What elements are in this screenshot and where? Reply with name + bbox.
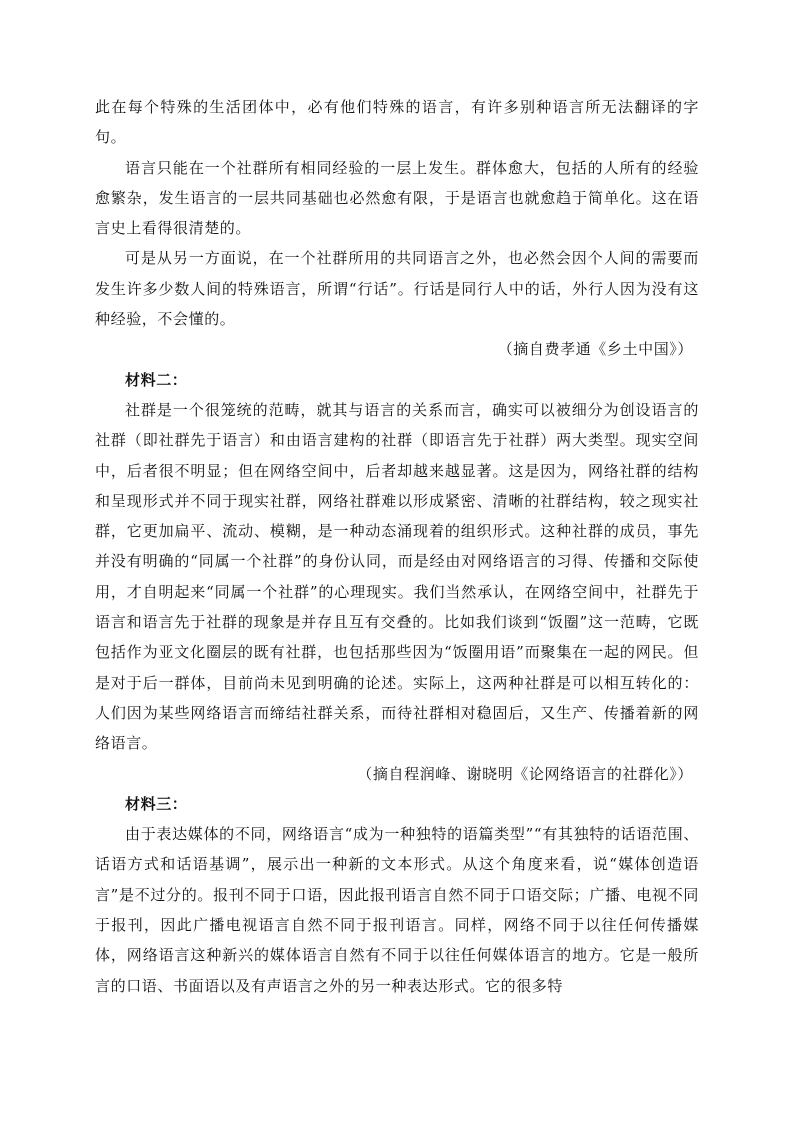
material-one-paragraph-3: 可是从另一方面说，在一个社群所用的共同语言之外，也必然会因个人间的需要而发生许多少数人间的特殊语言，所谓“行话”。行话是同行人中的话，外行人因为没有这种经验，不会懂的。 xyxy=(95,249,699,329)
material-two-heading: 材料二： xyxy=(125,370,188,389)
material-two-paragraph-1: 社群是一个很笼统的范畴，就其与语言的关系而言，确实可以被细分为创设语言的社群（即社群先于语言）和由语言建构的社群（即语言先于社群）两大类型。现实空间中，后者很不明显；但在网络空间中，后者却越来越显著。这是因为，网络社群的结构和呈现形式并不同于现实社群，网络社群难以形成紧密、清晰的社群结构，较之现实社群，它更加扁平、流动、模糊，是一种动态涌现着的组织形式。这种社群的成员，事先并没有明确的“同属一个社群”的身份认同，而是经由对网络语言的习得、传播和交际使用，才自明起来“同属一个社群”的心理现实。我们当然承认，在网络空间中，社群先于语言和语言先于社群的现象是并存且互有交叠的。比如我们谈到“饭圈”这一范畴，它既包括作为亚文化圈层的既有社群，也包括那些因为“饭圈用语”而聚集在一起的网民。但是对于后一群体，目前尚未见到明确的论述。实际上，这两种社群是可以相互转化的：人们因为某些网络语言而缔结社群关系，而待社群相对稳固后，又生产、传播着新的网络语言。 xyxy=(95,400,699,753)
material-one-citation: （摘自费孝通《乡土中国》） xyxy=(497,340,693,359)
material-one-paragraph-1: 此在每个特殊的生活团体中，必有他们特殊的语言，有许多别种语言所无法翻译的字句。 xyxy=(95,98,699,147)
material-three-heading: 材料三： xyxy=(125,794,188,813)
material-two-citation: （摘自程润峰、谢晓明《论网络语言的社群化》） xyxy=(357,764,693,783)
material-one-paragraph-2: 语言只能在一个社群所有相同经验的一层上发生。群体愈大，包括的人所有的经验愈繁杂，发生语言的一层共同基础也必然愈有限，于是语言也就愈趋于简单化。这在语言史上看得很清楚的。 xyxy=(95,158,699,238)
material-three-paragraph-1: 由于表达媒体的不同，网络语言“成为一种独特的语篇类型”“有其独特的话语范围、话语方式和话语基调”，展示出一种新的文本形式。从这个角度来看，说“媒体创造语言”是不过分的。报刊不同于口语，因此报刊语言自然不同于口语交际；广播、电视不同于报刊，因此广播电视语言自然不同于报刊语言。同样，网络不同于以往任何传播媒体，网络语言这种新兴的媒体语言自然有不同于以往任何媒体语言的地方。它是一般所言的口语、书面语以及有声语言之外的另一种表达形式。它的很多特 xyxy=(95,825,699,995)
document-page xyxy=(95,92,699,1001)
